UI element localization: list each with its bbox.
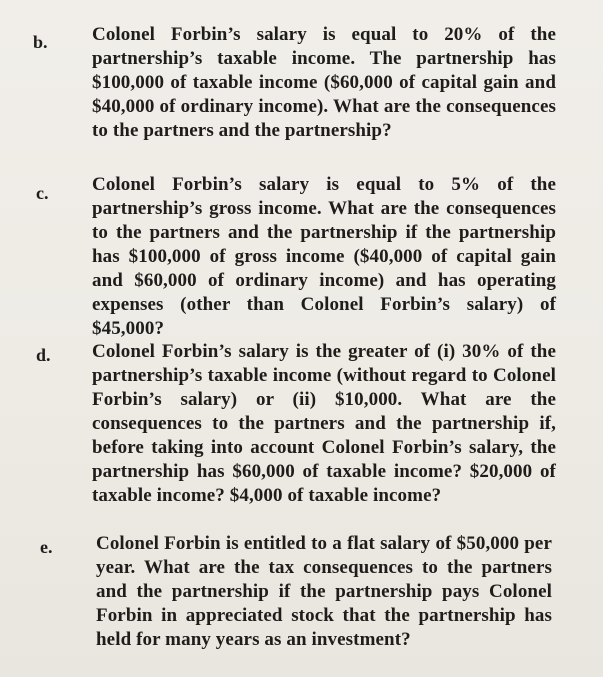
question-text: Colonel Forbin’s salary is the greater of (i) 30% of the partnership’s taxable income (without regard to Colonel Forbin’s salary) or (ii) $10,000. What are the consequences to the partners and the partnership if, before taking into account Colonel Forbin’s salary, the partnership has $60,000 of taxable income? $20,000 of taxable income? $4,000 of taxable income? [92, 341, 556, 506]
question-letter: b. [33, 32, 48, 52]
question-text: Colonel Forbin’s salary is equal to 5% of the partnership’s gross income. What are the consequences to the partners and the partnership if the partnership has $100,000 of gross income ($40,000 of capital gain and $60,000 of ordinary income) and has operating expenses (other than Colonel Forbin’s salary) of $45,000? [92, 174, 556, 339]
question-text: Colonel Forbin is entitled to a flat salary of $50,000 per year. What are the tax consequences to the partners and the partnership if the partnership pays Colonel Forbin in appreciated stock that the partnership has held for many years as an investment? [96, 533, 552, 650]
question-letter: c. [36, 183, 49, 203]
question-text: Colonel Forbin’s salary is equal to 20% of the partnership’s taxable income. The partnership has $100,000 of taxable income ($60,000 of capital gain and $40,000 of ordinary income). What are the consequences to the partners and the partnership? [92, 24, 556, 141]
question-letter: e. [40, 537, 53, 557]
question-letter: d. [36, 345, 51, 365]
